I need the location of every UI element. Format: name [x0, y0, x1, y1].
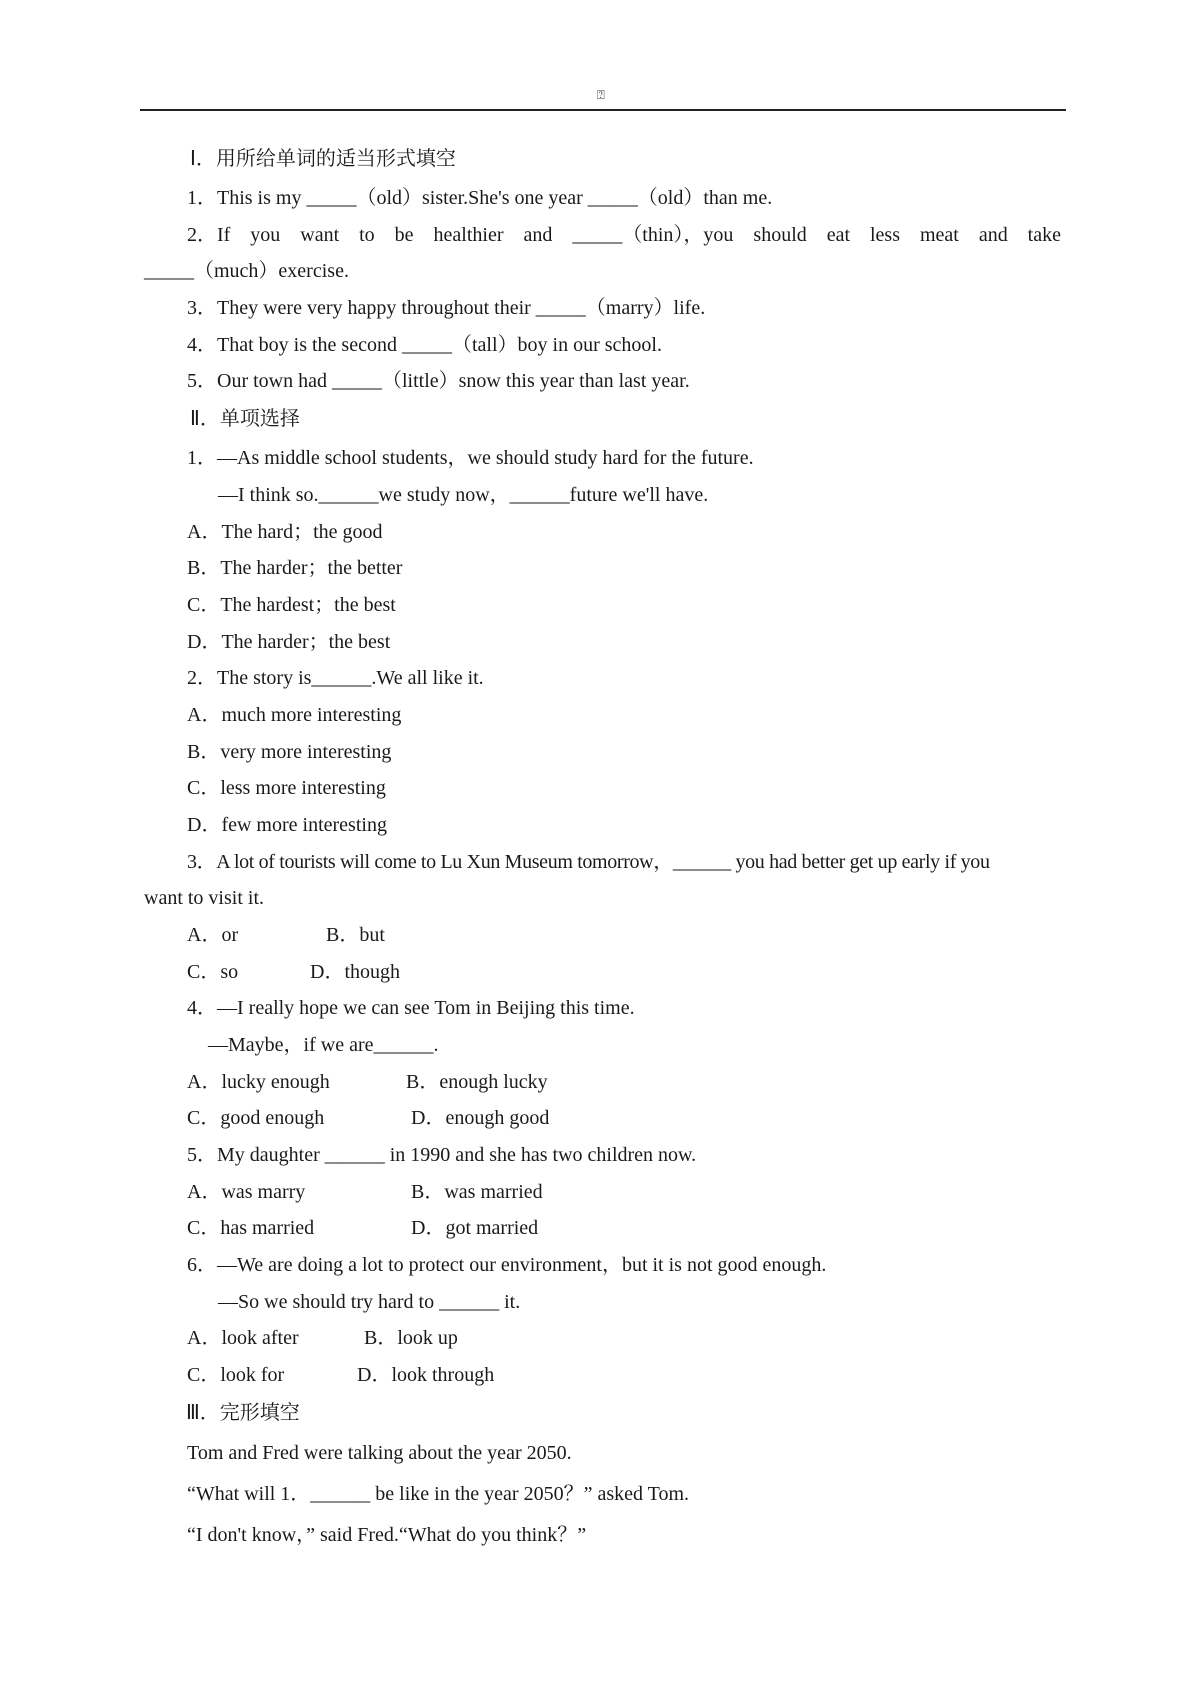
q2-word: 2．If	[187, 224, 231, 246]
s2-q2-option-b: B．very more interesting	[187, 741, 392, 763]
q2-word: meat	[919, 224, 959, 246]
section2-title: Ⅱ．单项选择	[190, 406, 300, 430]
q2-word: less	[870, 224, 900, 246]
header-mark: ⍰	[597, 88, 605, 103]
s2-q2-option-a: A．much more interesting	[187, 704, 402, 726]
s3-paragraph-3: “I don't know，” said Fred.“What do you think？”	[187, 1524, 587, 1546]
q2-word: eat	[826, 224, 851, 246]
s2-q2-stem: 2．The story is______.We all like it.	[187, 667, 484, 689]
q2-word: and	[523, 224, 553, 246]
s2-q2-option-c: C．less more interesting	[187, 777, 386, 799]
s2-q4-stem2: —Maybe，if we are______.	[208, 1034, 439, 1056]
s2-q4-option-d: D．enough good	[411, 1107, 550, 1129]
s2-q4-option-c: C．good enough	[187, 1107, 325, 1129]
s2-q1-option-d: D．The harder；the best	[187, 631, 391, 653]
s2-q3-option-a: A．or	[187, 924, 239, 946]
s2-q3-option-b: B．but	[326, 924, 385, 946]
q2-word: healthier	[433, 224, 504, 246]
s2-q5-option-a: A．was marry	[187, 1181, 306, 1203]
s2-q6-option-c: C．look for	[187, 1364, 285, 1386]
section1-title: Ⅰ．用所给单词的适当形式填空	[190, 146, 456, 170]
q2-word: _____（thin），you	[572, 224, 734, 246]
s2-q2-option-d: D．few more interesting	[187, 814, 387, 836]
s2-q3-stem2: want to visit it.	[144, 887, 264, 909]
s2-q3-option-d: D．though	[310, 961, 400, 983]
header-rule	[140, 109, 1066, 111]
q2-word: and	[978, 224, 1008, 246]
q2-word: want	[300, 224, 340, 246]
s2-q5-stem: 5．My daughter ______ in 1990 and she has two children now.	[187, 1144, 697, 1166]
s2-q6-stem: 6．—We are doing a lot to protect our environment，but it is not good enough.	[187, 1254, 827, 1276]
q2-word: take	[1027, 224, 1061, 246]
s2-q1-option-a: A．The hard；the good	[187, 521, 383, 543]
s2-q4-option-a: A．lucky enough	[187, 1071, 330, 1093]
q2-word: you	[250, 224, 281, 246]
section3-title: Ⅲ．完形填空	[186, 1400, 300, 1424]
s1-question-4: 4．That boy is the second _____（tall）boy in our school.	[187, 334, 662, 356]
q2-word: to	[359, 224, 375, 246]
s2-q6-option-d: D．look through	[357, 1364, 495, 1386]
q2-word: should	[753, 224, 807, 246]
s2-q6-option-a: A．look after	[187, 1327, 299, 1349]
s2-q1-stem: 1．—As middle school students，we should study hard for the future.	[187, 447, 754, 469]
s2-q6-stem2: —So we should try hard to ______ it.	[218, 1291, 521, 1313]
s1-question-3: 3．They were very happy throughout their _____（marry）life.	[187, 297, 706, 319]
s1-question-2-cont: _____（much）exercise.	[144, 260, 349, 282]
s2-q1-option-c: C．The hardest；the best	[187, 594, 396, 616]
s2-q1-stem2: —I think so.______we study now，______future we'll have.	[218, 484, 709, 506]
s2-q5-option-b: B．was married	[411, 1181, 543, 1203]
s1-question-5: 5．Our town had _____（little）snow this year than last year.	[187, 370, 690, 392]
s2-q5-option-d: D．got married	[411, 1217, 539, 1239]
q2-word: be	[394, 224, 414, 246]
s2-q3-option-c: C．so	[187, 961, 239, 983]
s2-q4-stem: 4．—I really hope we can see Tom in Beijing this time.	[187, 997, 635, 1019]
s2-q3-stem: 3．A lot of tourists will come to Lu Xun Museum tomorrow，______ you had better get up early if you	[187, 851, 990, 873]
s1-question-2	[187, 223, 1061, 247]
s3-paragraph-2: “What will 1．______ be like in the year 2050？” asked Tom.	[187, 1483, 690, 1505]
s3-paragraph-1: Tom and Fred were talking about the year 2050.	[187, 1442, 572, 1464]
s2-q5-option-c: C．has married	[187, 1217, 315, 1239]
s1-question-1: 1．This is my _____（old）sister.She's one year _____（old）than me.	[187, 187, 773, 209]
s2-q4-option-b: B．enough lucky	[406, 1071, 548, 1093]
s2-q6-option-b: B．look up	[364, 1327, 458, 1349]
s2-q1-option-b: B．The harder；the better	[187, 557, 403, 579]
